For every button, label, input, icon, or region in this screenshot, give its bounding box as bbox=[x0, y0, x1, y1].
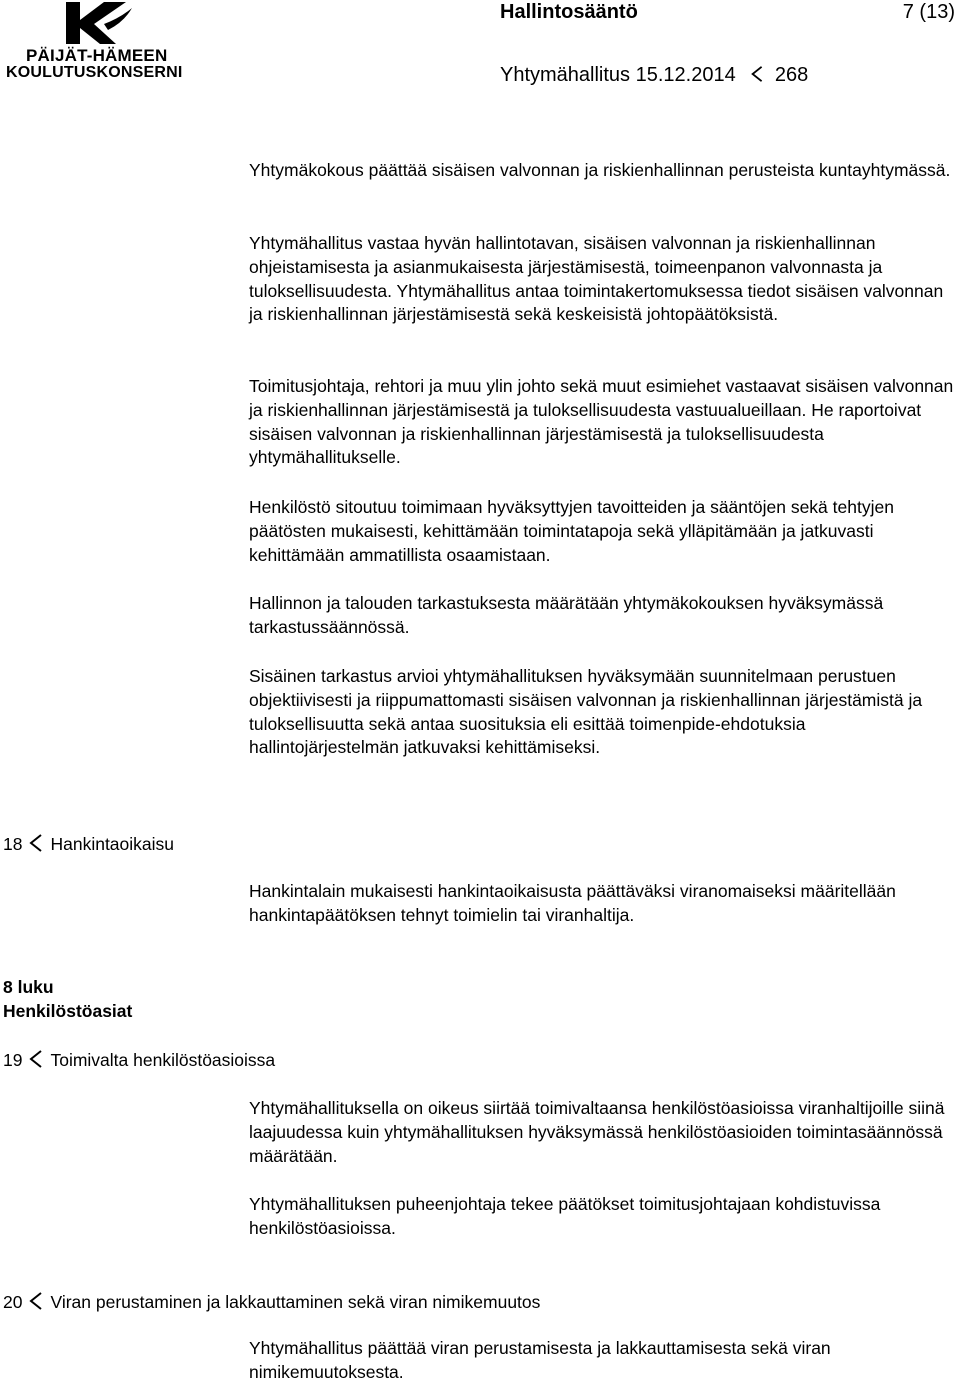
section-number: 18 bbox=[3, 834, 23, 854]
paragraph: Henkilöstö sitoutuu toimimaan hyväksyttyjen tavoitteiden ja sääntöjen sekä tehtyjen päätösten mukaisesti, kehittämään toimintatapoja sekä ylläpitämään ja jatkuvasti kehittämään ammatillista osaamistaan. bbox=[249, 497, 894, 565]
paragraph: Hallinnon ja talouden tarkastuksesta määrätään yhtymäkokouksen hyväksymässä tarkastussäännössä. bbox=[249, 593, 884, 637]
k-logo-icon bbox=[64, 0, 134, 46]
paragraph: Hankintalain mukaisesti hankintaoikaisusta päättäväksi viranomaiseksi määritellään hankintapäätöksen tehnyt toimielin tai viranhaltija. bbox=[249, 881, 896, 925]
paragraph: Yhtymähallituksella on oikeus siirtää toimivaltaansa henkilöstöasioissa viranhaltijoille siinä laajuudessa kuin yhtymähallituksen hyväksymässä henkilöstöasioiden toimintasäännössä määrätään. bbox=[249, 1098, 945, 1166]
section-heading-18 bbox=[3, 832, 174, 857]
section-heading-19 bbox=[3, 1048, 275, 1073]
section-sign-icon bbox=[26, 1290, 46, 1312]
logo-text-line1: PÄIJÄT-HÄMEEN bbox=[26, 46, 168, 65]
paragraph: Yhtymähallitus päättää viran perustamisesta ja lakkauttamisesta sekä viran nimikemuutoksesta. bbox=[249, 1338, 831, 1382]
organization-logo bbox=[6, 0, 184, 82]
section-title: Hankintaoikaisu bbox=[50, 834, 175, 854]
paragraph: Toimitusjohtaja, rehtori ja muu ylin johto sekä muut esimiehet vastaavat sisäisen valvonnan ja riskienhallinnan järjestämisestä ja tuloksellisuudesta vastuualueillaan. He raportoivat sisäisen valvonnan ja riskienhallinnan järjestämisestä ja tuloksellisuudesta yhtymähallitukselle. bbox=[249, 376, 954, 468]
chapter-title: Henkilöstöasiat bbox=[3, 1001, 133, 1021]
paragraph: Sisäinen tarkastus arvioi yhtymähallituksen hyväksymään suunnitelmaan perustuen objektiivisesti ja riippumattomasti sisäisen valvonnan ja riskienhallinnan järjestämistä ja tuloksellisuutta sekä antaa suosituksia eli esittää toimenpide-ehdotuksia hallintojärjestelmän jatkuvaksi kehittämiseksi. bbox=[249, 666, 923, 758]
section-sign-icon bbox=[26, 832, 46, 854]
document-title: Hallintosääntö bbox=[500, 1, 638, 23]
section-sign-icon bbox=[749, 63, 767, 85]
section-title: Toimivalta henkilöstöasioissa bbox=[50, 1050, 276, 1070]
section-title: Viran perustaminen ja lakkauttaminen sekä viran nimikemuutos bbox=[50, 1292, 541, 1312]
logo-text-line2: KOULUTUSKONSERNI bbox=[6, 64, 183, 81]
meeting-section-number: 268 bbox=[774, 64, 809, 86]
page-number: 7 (13) bbox=[902, 1, 955, 23]
paragraph: Yhtymähallituksen puheenjohtaja tekee päätökset toimitusjohtajaan kohdistuvissa henkilöstöasioissa. bbox=[249, 1194, 881, 1238]
section-number: 19 bbox=[3, 1050, 23, 1070]
chapter-label: 8 luku bbox=[3, 977, 54, 997]
meeting-reference bbox=[500, 63, 808, 87]
meeting-name: Yhtymähallitus 15.12.2014 bbox=[500, 64, 736, 86]
section-sign-icon bbox=[26, 1048, 46, 1070]
section-heading-20 bbox=[3, 1290, 540, 1315]
paragraph: Yhtymäkokous päättää sisäisen valvonnan ja riskienhallinnan perusteista kuntayhtymässä. bbox=[249, 160, 951, 180]
section-number: 20 bbox=[3, 1292, 23, 1312]
paragraph: Yhtymähallitus vastaa hyvän hallintotavan, sisäisen valvonnan ja riskienhallinnan ohjeistamisesta ja asianmukaisesta järjestämisestä, toimeenpanon valvonnasta ja tuloksellisuudesta. Yhtymähallitus antaa toimintakertomuksessa tiedot sisäisen valvonnan ja riskienhallinnan järjestämisestä sekä keskeisistä johtopäätöksistä. bbox=[249, 233, 944, 325]
